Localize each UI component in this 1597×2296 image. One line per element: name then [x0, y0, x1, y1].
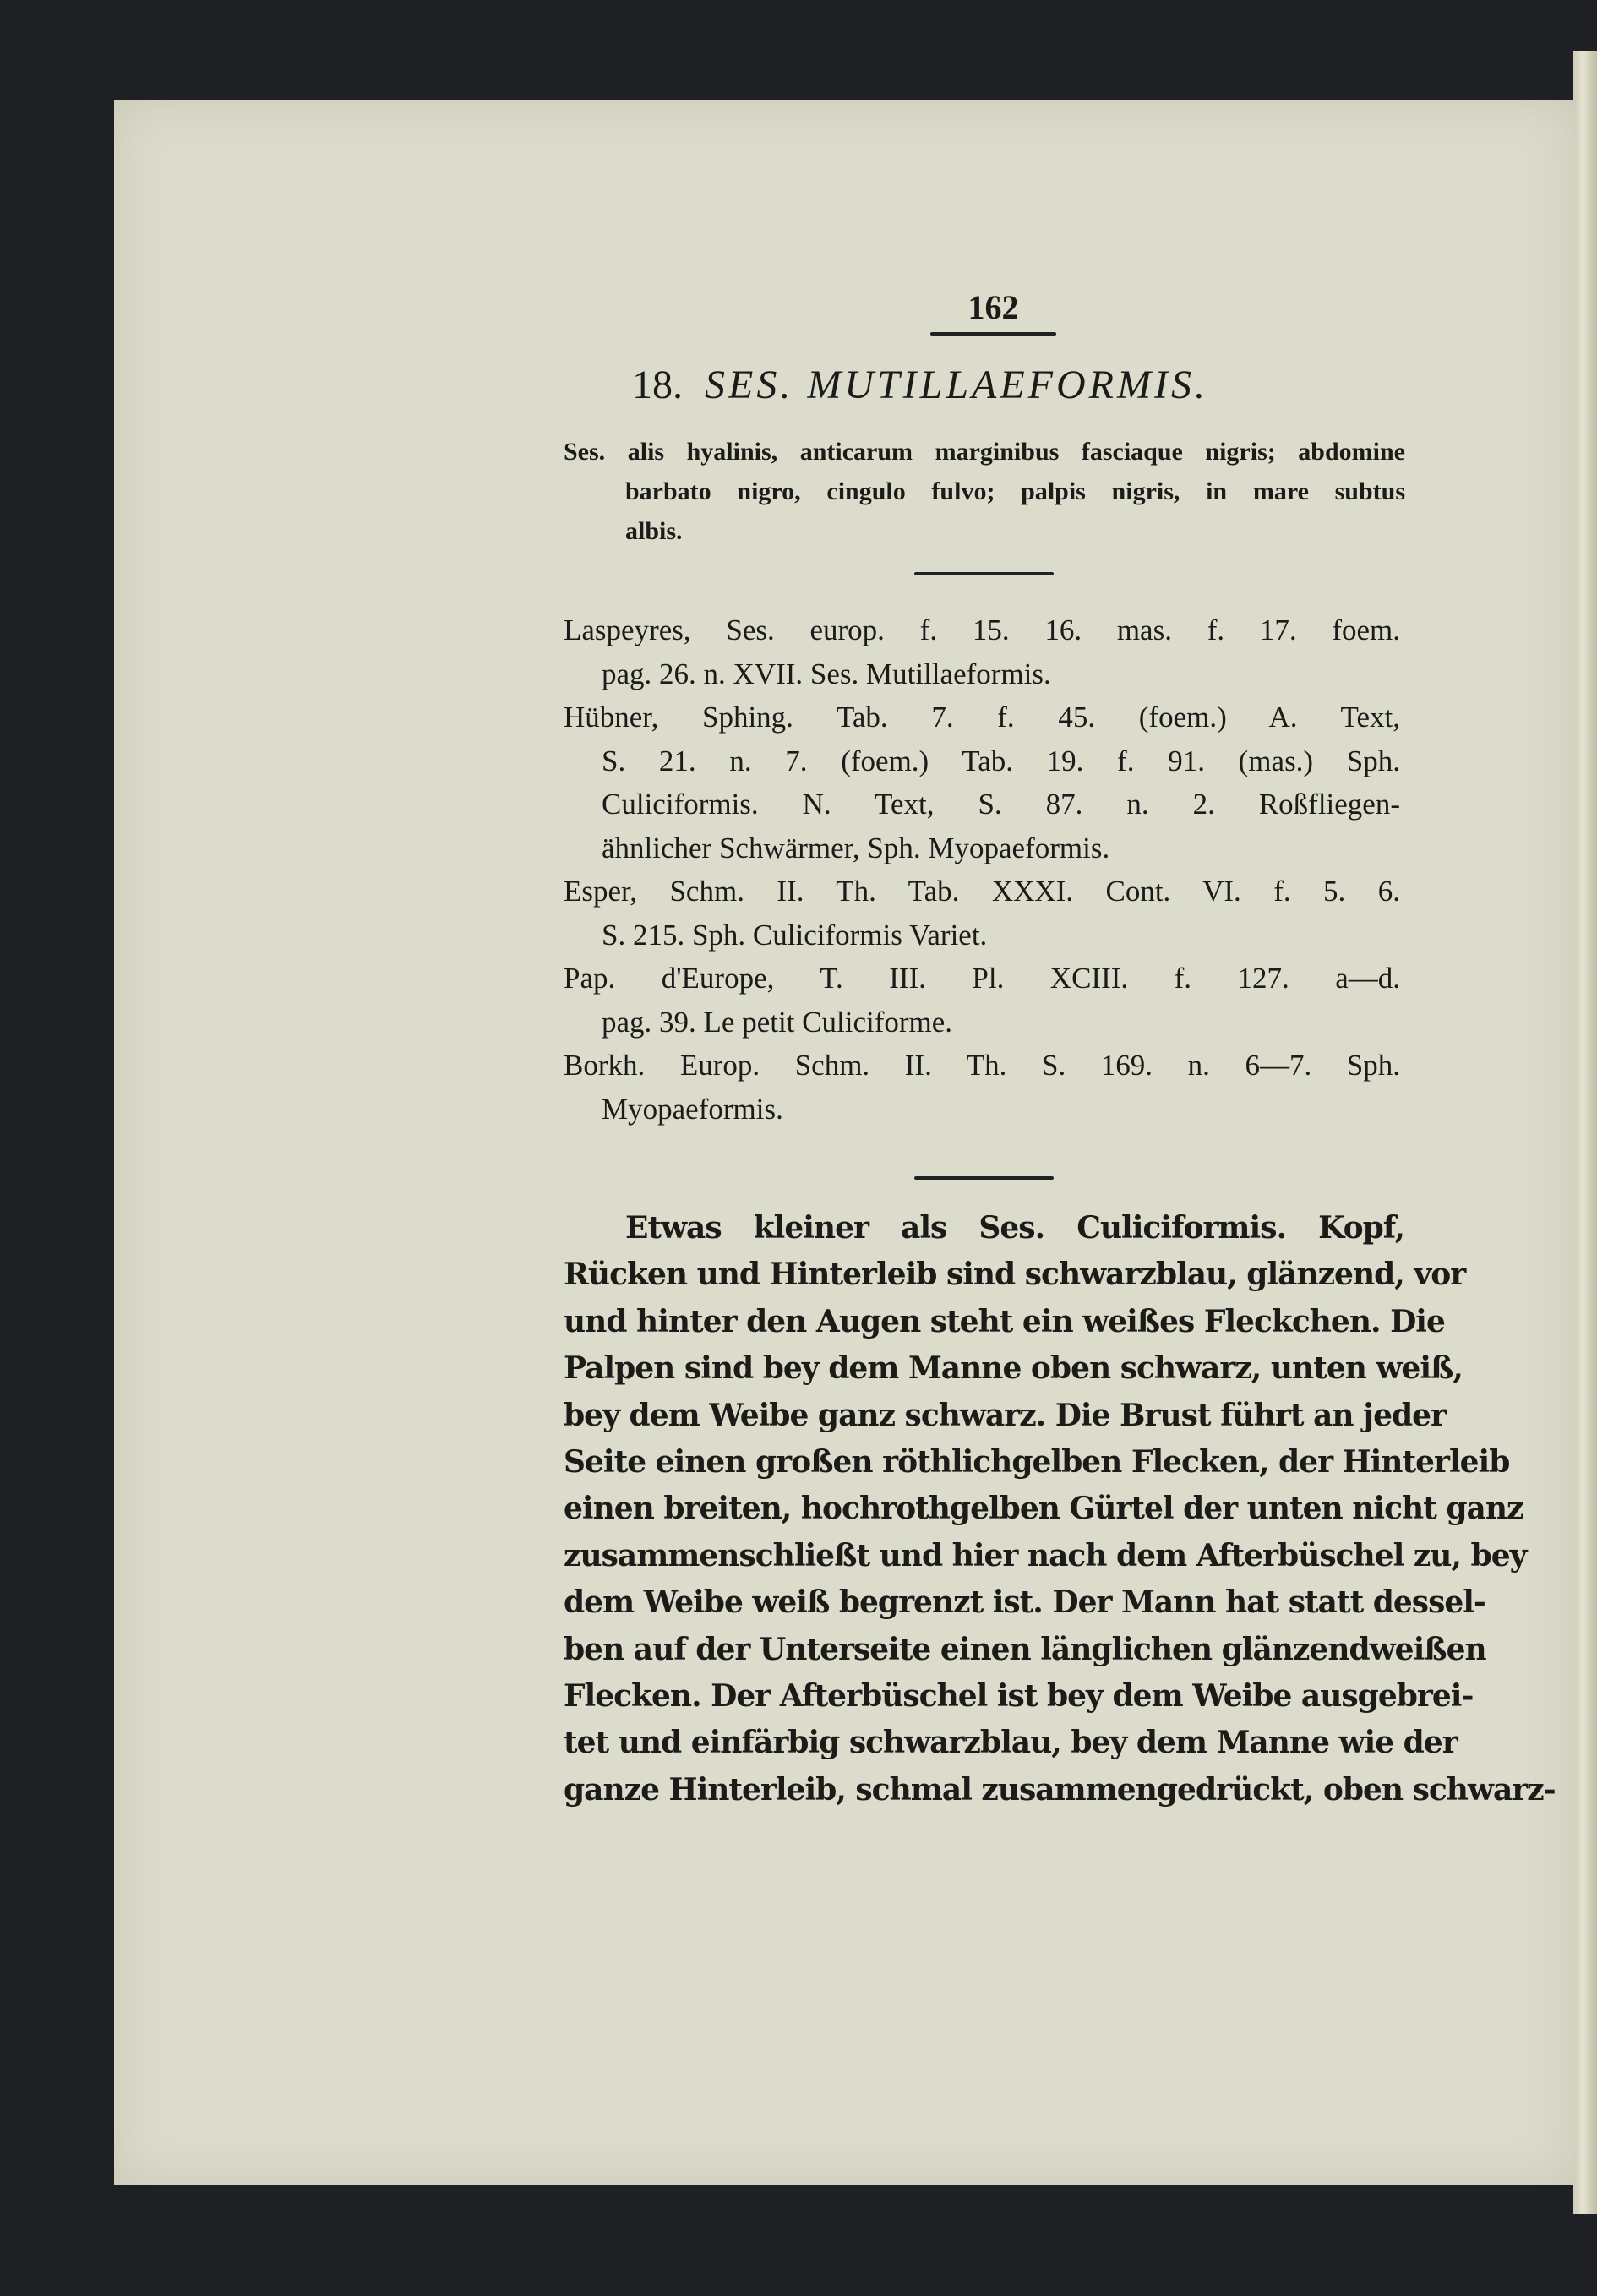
- text-line: pag. 39. Le petit Culiciforme.: [602, 1005, 953, 1039]
- text-line: albis.: [625, 517, 683, 545]
- text-line: barbato nigro, cingulo fulvo; palpis nigris, in mare subtus: [625, 477, 1405, 505]
- text-line: tet und einfärbig schwarzblau, bey dem Manne wie der: [564, 1725, 1458, 1761]
- text-line: ben auf der Unterseite einen länglichen glänzendweißen: [564, 1631, 1486, 1667]
- species-heading: [632, 362, 1393, 408]
- species-title: SES. MUTILLAEFORMIS.: [705, 363, 1208, 407]
- text-line: S. 215. Sph. Culiciformis Variet.: [602, 918, 988, 952]
- page-number-rule: [930, 332, 1056, 336]
- species-number: 18.: [632, 363, 683, 407]
- text-line: dem Weibe weiß begrenzt ist. Der Mann hat statt dessel-: [564, 1584, 1485, 1621]
- text-line: ähnlicher Schwärmer, Sph. Myopaeformis.: [602, 831, 1110, 864]
- text-line: zusammenschließt und hier nach dem Afterbüschel zu, bey: [564, 1537, 1527, 1573]
- book-edge: [1573, 51, 1597, 2214]
- text-line: Ses. alis hyalinis, anticarum marginibus fasciaque nigris; abdomine: [564, 438, 1405, 466]
- text-line: Etwas kleiner als Ses. Culiciformis. Kopf,: [625, 1210, 1404, 1246]
- text-line: Seite einen großen röthlichgelben Flecken, der Hinterleib: [564, 1444, 1510, 1480]
- text-line: S. 21. n. 7. (foem.) Tab. 19. f. 91. (mas.) Sph.: [602, 744, 1400, 777]
- text-line: Pap. d'Europe, T. III. Pl. XCIII. f. 127. a—d.: [564, 962, 1400, 995]
- book-page: [114, 100, 1576, 2185]
- section-divider: [914, 1176, 1054, 1180]
- text-line: Hübner, Sphing. Tab. 7. f. 45. (foem.) A. Text,: [564, 701, 1400, 734]
- text-line: bey dem Weibe ganz schwarz. Die Brust führt an jeder: [564, 1397, 1447, 1433]
- text-line: Myopaeformis.: [602, 1092, 783, 1126]
- text-line: Rücken und Hinterleib sind schwarzblau, glänzend, vor: [564, 1257, 1466, 1293]
- text-line: Flecken. Der Afterbüschel ist bey dem Weibe ausgebrei-: [564, 1678, 1474, 1714]
- text-line: pag. 26. n. XVII. Ses. Mutillaeformis.: [602, 657, 1051, 690]
- page-number: 162: [967, 288, 1019, 326]
- text-line: ganze Hinterleib, schmal zusammengedrückt, oben schwarz-: [564, 1771, 1556, 1808]
- text-line: Borkh. Europ. Schm. II. Th. S. 169. n. 6—7. Sph.: [564, 1049, 1400, 1082]
- section-divider: [914, 572, 1054, 575]
- text-line: Esper, Schm. II. Th. Tab. XXXI. Cont. VI. f. 5. 6.: [564, 875, 1400, 908]
- text-line: Culiciformis. N. Text, S. 87. n. 2. Roßfliegen-: [602, 788, 1400, 821]
- text-line: einen breiten, hochrothgelben Gürtel der unten nicht ganz: [564, 1491, 1523, 1527]
- text-line: Laspeyres, Ses. europ. f. 15. 16. mas. f. 17. foem.: [564, 614, 1400, 646]
- text-line: und hinter den Augen steht ein weißes Fleckchen. Die: [564, 1303, 1445, 1339]
- text-line: Palpen sind bey dem Manne oben schwarz, unten weiß,: [564, 1350, 1463, 1387]
